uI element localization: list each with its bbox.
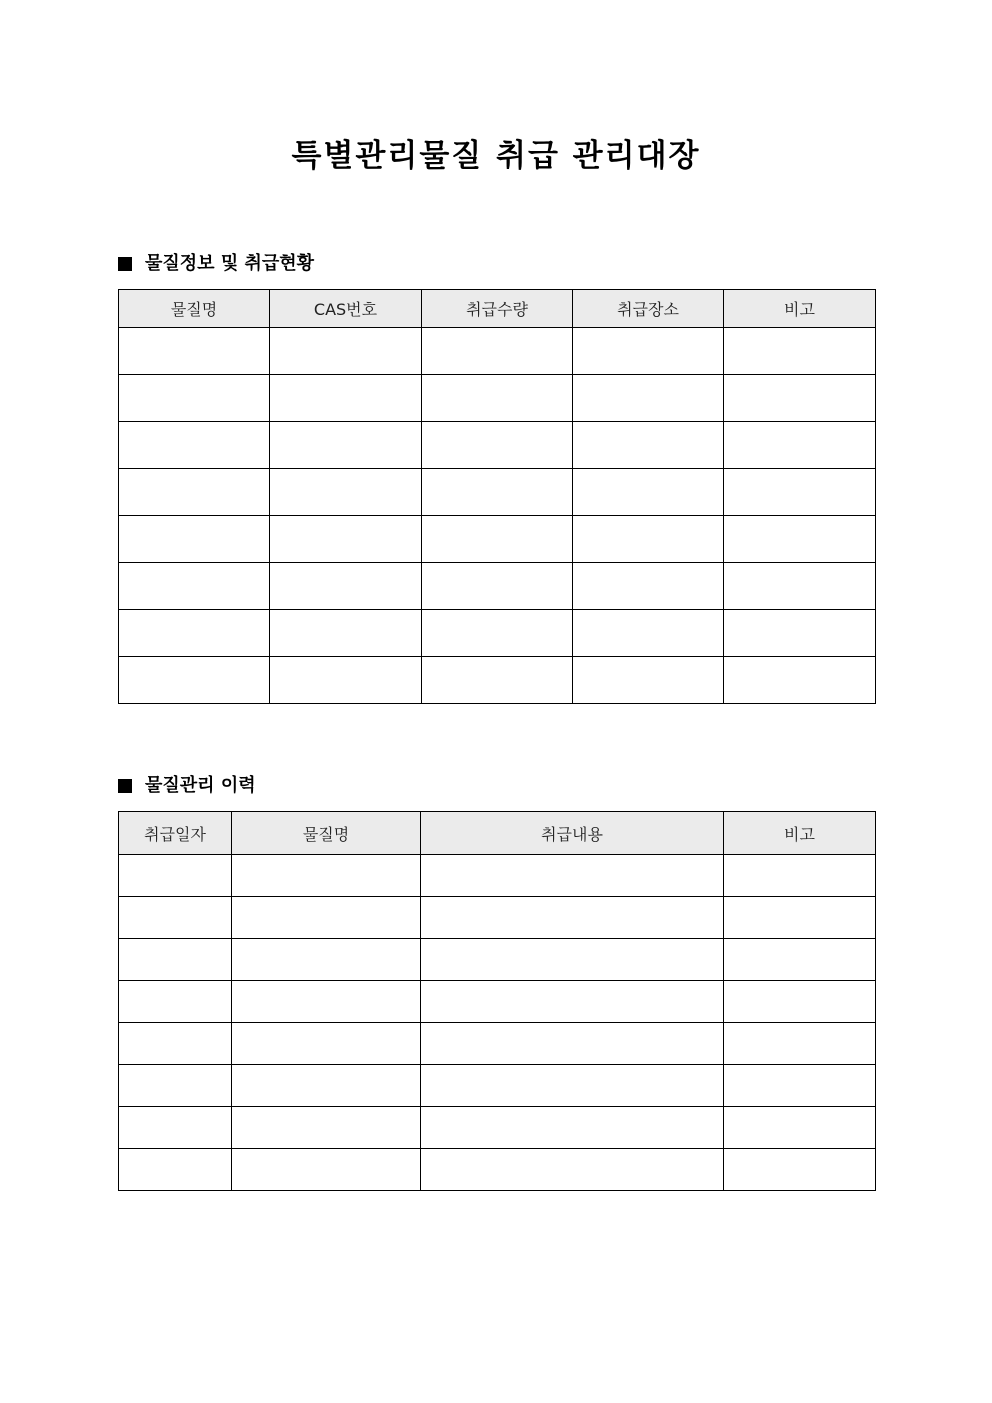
section-heading-management-history xyxy=(118,773,256,799)
table-cell[interactable] xyxy=(724,422,876,469)
table-cell[interactable] xyxy=(270,563,422,610)
square-bullet-icon xyxy=(118,257,132,271)
column-header-substance-name: 물질명 xyxy=(119,290,270,328)
table-row xyxy=(119,469,876,516)
table-cell[interactable] xyxy=(422,610,573,657)
table-cell[interactable] xyxy=(119,563,270,610)
table-cell[interactable] xyxy=(232,1023,421,1065)
table-cell[interactable] xyxy=(724,610,876,657)
table-cell[interactable] xyxy=(119,1065,232,1107)
table-cell[interactable] xyxy=(724,469,876,516)
table-cell[interactable] xyxy=(573,563,724,610)
column-header-location: 취급장소 xyxy=(573,290,724,328)
table-header-row xyxy=(119,290,876,328)
table-cell[interactable] xyxy=(724,1107,876,1149)
table-cell[interactable] xyxy=(422,516,573,563)
column-header-remarks: 비고 xyxy=(724,812,876,855)
table-row xyxy=(119,610,876,657)
column-header-details: 취급내용 xyxy=(421,812,724,855)
column-header-substance-name: 물질명 xyxy=(232,812,421,855)
table-row xyxy=(119,897,876,939)
table-cell[interactable] xyxy=(270,328,422,375)
table-cell[interactable] xyxy=(421,939,724,981)
page-title: 특별관리물질 취급 관리대장 xyxy=(291,138,701,174)
table-cell[interactable] xyxy=(232,1149,421,1191)
table-row xyxy=(119,563,876,610)
table-cell[interactable] xyxy=(270,657,422,704)
table-cell[interactable] xyxy=(422,328,573,375)
table-cell[interactable] xyxy=(724,328,876,375)
table-cell[interactable] xyxy=(724,516,876,563)
table-cell[interactable] xyxy=(724,1023,876,1065)
section-heading-substance-info xyxy=(118,251,314,277)
table-row xyxy=(119,516,876,563)
table-cell[interactable] xyxy=(232,981,421,1023)
table-cell[interactable] xyxy=(119,516,270,563)
section-heading-label: 물질관리 이력 xyxy=(145,775,256,796)
substance-info-table xyxy=(118,289,876,704)
table-cell[interactable] xyxy=(232,939,421,981)
table-cell[interactable] xyxy=(573,422,724,469)
section-heading-label: 물질정보 및 취급현황 xyxy=(145,253,315,274)
column-header-date: 취급일자 xyxy=(119,812,232,855)
table-cell[interactable] xyxy=(724,897,876,939)
table-cell[interactable] xyxy=(232,1107,421,1149)
table-cell[interactable] xyxy=(724,939,876,981)
table-cell[interactable] xyxy=(573,657,724,704)
table-cell[interactable] xyxy=(422,563,573,610)
table-cell[interactable] xyxy=(421,1107,724,1149)
table-cell[interactable] xyxy=(119,328,270,375)
table-row xyxy=(119,981,876,1023)
table-row xyxy=(119,375,876,422)
table-cell[interactable] xyxy=(724,375,876,422)
table-cell[interactable] xyxy=(724,981,876,1023)
table-cell[interactable] xyxy=(573,516,724,563)
table-cell[interactable] xyxy=(724,657,876,704)
table-cell[interactable] xyxy=(119,375,270,422)
table-cell[interactable] xyxy=(421,981,724,1023)
table-row xyxy=(119,855,876,897)
table-row xyxy=(119,328,876,375)
table-cell[interactable] xyxy=(119,855,232,897)
table-row xyxy=(119,1065,876,1107)
table-row xyxy=(119,1149,876,1191)
table-cell[interactable] xyxy=(724,1149,876,1191)
table-cell[interactable] xyxy=(270,610,422,657)
table-cell[interactable] xyxy=(119,469,270,516)
table-cell[interactable] xyxy=(270,469,422,516)
table-cell[interactable] xyxy=(119,1149,232,1191)
table-cell[interactable] xyxy=(724,1065,876,1107)
table-cell[interactable] xyxy=(119,422,270,469)
table-cell[interactable] xyxy=(119,981,232,1023)
table-cell[interactable] xyxy=(421,1065,724,1107)
table-row xyxy=(119,1023,876,1065)
table-row xyxy=(119,939,876,981)
table-cell[interactable] xyxy=(232,1065,421,1107)
management-history-table xyxy=(118,811,876,1191)
table-cell[interactable] xyxy=(119,897,232,939)
table-cell[interactable] xyxy=(573,469,724,516)
square-bullet-icon xyxy=(118,779,132,793)
table-cell[interactable] xyxy=(573,610,724,657)
table-row xyxy=(119,657,876,704)
table-cell[interactable] xyxy=(421,897,724,939)
column-header-quantity: 취급수량 xyxy=(422,290,573,328)
table-cell[interactable] xyxy=(421,1149,724,1191)
table-cell[interactable] xyxy=(724,855,876,897)
column-header-remarks: 비고 xyxy=(724,290,876,328)
table-cell[interactable] xyxy=(421,855,724,897)
table-cell[interactable] xyxy=(422,422,573,469)
table-cell[interactable] xyxy=(119,1023,232,1065)
table-cell[interactable] xyxy=(119,939,232,981)
table-cell[interactable] xyxy=(119,1107,232,1149)
table-cell[interactable] xyxy=(270,422,422,469)
table-cell[interactable] xyxy=(573,328,724,375)
table-cell[interactable] xyxy=(232,855,421,897)
table-cell[interactable] xyxy=(232,897,421,939)
table-cell[interactable] xyxy=(119,657,270,704)
column-header-cas-number: CAS번호 xyxy=(270,290,422,328)
table-cell[interactable] xyxy=(119,610,270,657)
table-cell[interactable] xyxy=(573,375,724,422)
table-cell[interactable] xyxy=(422,469,573,516)
table-row xyxy=(119,1107,876,1149)
table-cell[interactable] xyxy=(724,563,876,610)
table-cell[interactable] xyxy=(422,375,573,422)
table-cell[interactable] xyxy=(270,516,422,563)
table-row xyxy=(119,422,876,469)
table-cell[interactable] xyxy=(422,657,573,704)
table-cell[interactable] xyxy=(421,1023,724,1065)
table-cell[interactable] xyxy=(270,375,422,422)
table-header-row xyxy=(119,812,876,855)
